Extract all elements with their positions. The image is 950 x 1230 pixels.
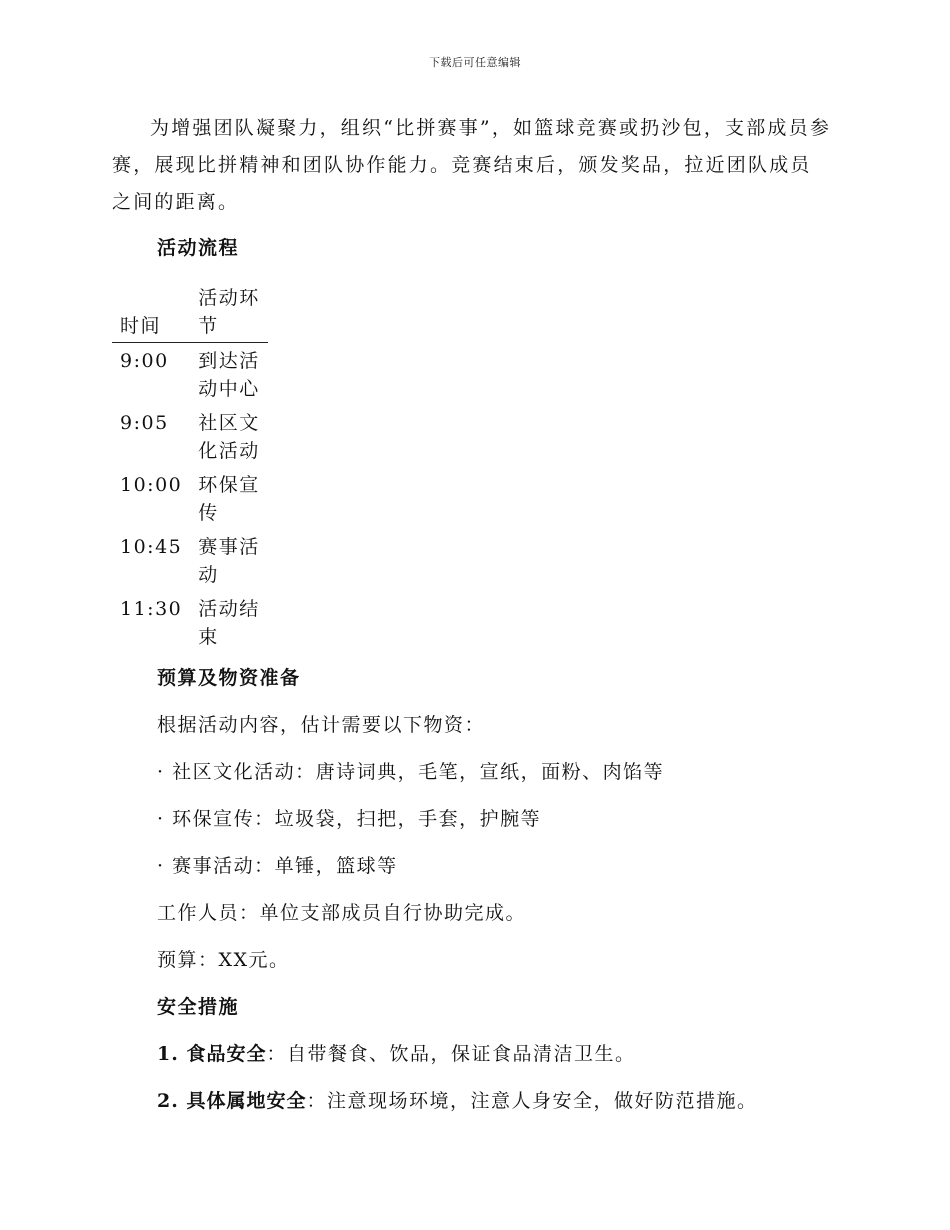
table-header-row — [112, 284, 268, 343]
budget-intro-wrap — [112, 713, 485, 737]
budget-item-wrap — [112, 760, 664, 784]
table-row — [112, 467, 268, 529]
table-row — [112, 343, 268, 406]
safety-item-text: ：注意现场环境，注意人身安全，做好防范措施。 — [306, 1090, 758, 1112]
safety-item-wrap — [112, 1089, 757, 1113]
safety-item-text: ：自带餐食、饮品，保证食品清洁卫生。 — [266, 1043, 636, 1065]
schedule-table-wrap — [112, 284, 268, 653]
staff-line: 工作人员：单位支部成员自行协助完成。 — [157, 902, 527, 924]
budget-item-wrap — [112, 807, 541, 831]
safety-heading-wrap — [112, 995, 239, 1019]
budget-intro: 根据活动内容，估计需要以下物资： — [157, 714, 486, 736]
header-note: 下载后可任意编辑 — [429, 56, 521, 69]
row-time: 10:00 — [120, 474, 183, 496]
safety-item-label: 2. 具体属地安全 — [157, 1090, 307, 1112]
safety-item — [112, 1042, 635, 1066]
budget-heading: 预算及物资准备 — [157, 667, 301, 689]
budget-line: 预算：XX元。 — [157, 949, 290, 971]
row-step: 活动结束 — [198, 598, 260, 648]
budget-item: · 赛事活动：单锤，篮球等 — [157, 855, 398, 877]
row-time: 9:00 — [120, 350, 169, 372]
header-step: 活动环节 — [190, 284, 268, 343]
document-body — [112, 110, 832, 221]
safety-item — [112, 1089, 757, 1113]
budget-item: · 环保宣传：垃圾袋，扫把，手套，护腕等 — [157, 808, 542, 830]
schedule-heading: 活动流程 — [157, 237, 240, 259]
budget-item: · 社区文化活动：唐诗词典，毛笔，宣纸，面粉、肉馅等 — [157, 761, 665, 783]
safety-item-wrap — [112, 1042, 635, 1066]
row-time: 11:30 — [120, 598, 183, 620]
intro-paragraph: 为增强团队凝聚力，组织“比拼赛事”，如篮球竞赛或扔沙包，支部成员参赛，展现比拼精神和团队协作能力。竞赛结束后，颁发奖品，拉近团队成员之间的距离。 — [112, 117, 832, 213]
row-time: 10:45 — [120, 536, 183, 558]
row-step: 到达活动中心 — [198, 350, 260, 400]
header-time: 时间 — [112, 284, 190, 343]
staff-line-wrap — [112, 901, 526, 925]
budget-heading-wrap — [112, 666, 301, 690]
schedule-table — [112, 284, 268, 653]
row-step: 环保宣传 — [198, 474, 260, 524]
safety-heading: 安全措施 — [157, 996, 240, 1018]
row-step: 赛事活动 — [198, 536, 260, 586]
budget-item-wrap — [112, 854, 398, 878]
row-step: 社区文化活动 — [198, 412, 260, 462]
table-row — [112, 529, 268, 591]
safety-item-label: 1. 食品安全 — [157, 1043, 267, 1065]
budget-line-wrap — [112, 948, 290, 972]
row-time: 9:05 — [120, 412, 169, 434]
table-row — [112, 405, 268, 467]
table-row — [112, 591, 268, 653]
schedule-heading-wrap — [112, 236, 239, 260]
